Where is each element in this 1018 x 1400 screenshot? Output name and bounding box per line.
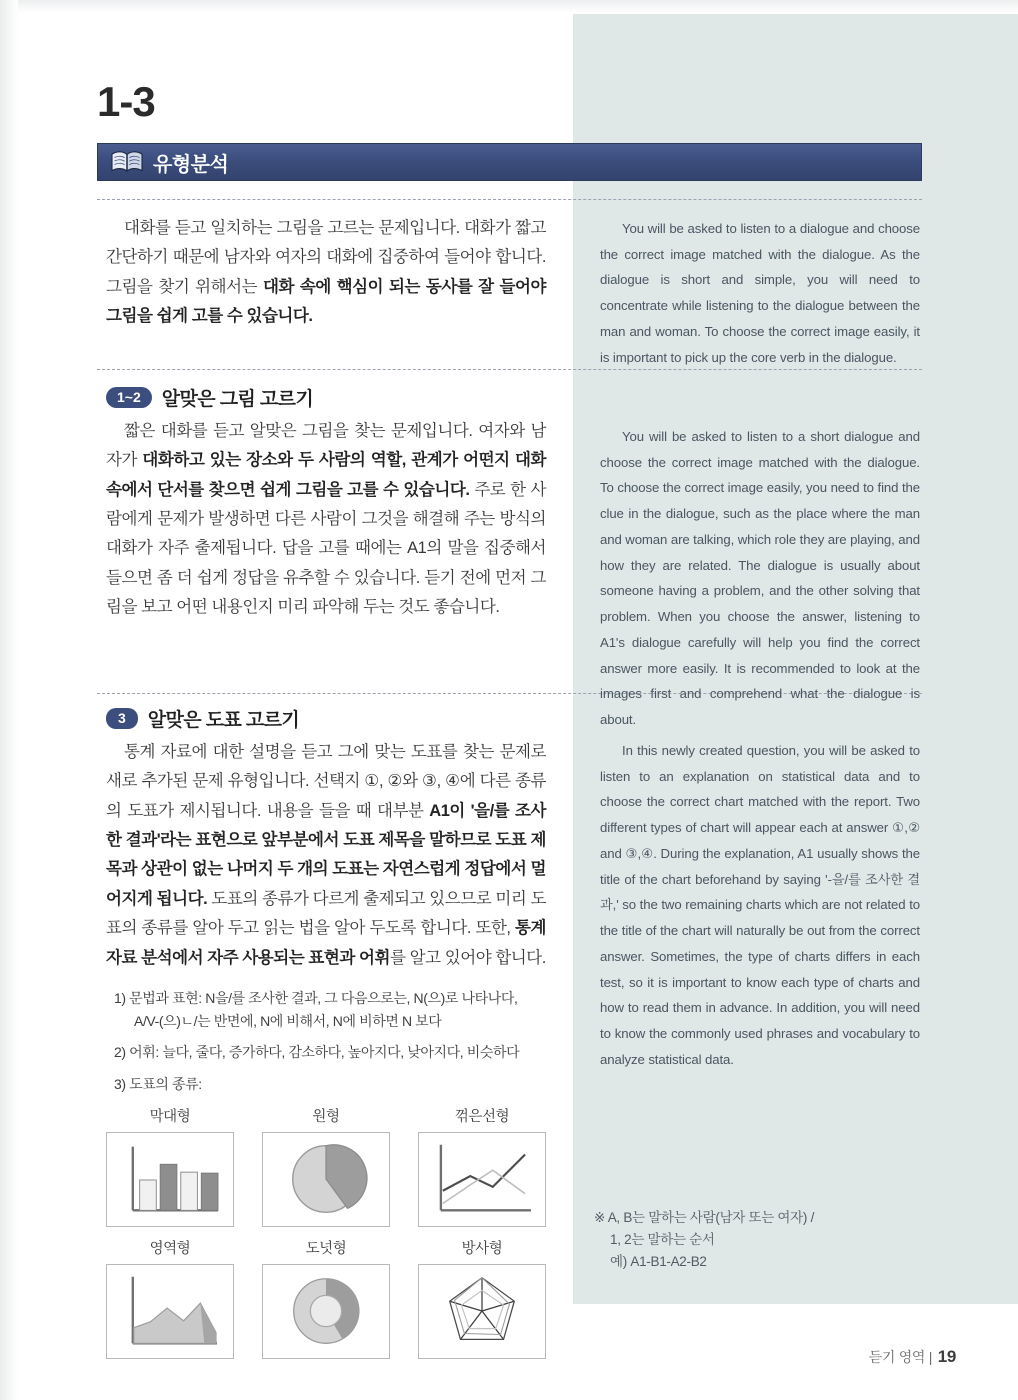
open-book-icon <box>110 150 144 174</box>
section-1-2-badge: 1~2 <box>106 387 152 408</box>
chart-gallery-cell <box>106 1237 234 1359</box>
section-3-korean-bold-a: A1이 '을/를 조사한 결과'라는 표현으로 앞부분에서 도표 제목을 말하므로 도표 제목과 상관이 없는 나머지 두 개의 도표는 자연스럽게 정답에서 멀어지게 됩니다. <box>106 801 546 908</box>
list-item <box>106 1041 546 1064</box>
section-1-2-heading <box>106 384 546 411</box>
donut-chart-icon <box>262 1264 390 1359</box>
chart-type-gallery <box>106 1105 546 1359</box>
list-item-continuation: A/V-(으)ㄴ/는 반면에, N에 비해서, N에 비하면 N 보다 <box>134 1012 442 1029</box>
donut-chart-label: 도넛형 <box>305 1240 347 1257</box>
list-item-marker: 1) <box>114 989 126 1006</box>
intro-english-paragraph: You will be asked to listen to a dialogue and choose the correct image matched with the dialogue. As the dialogue is short and simple, you will need to concentrate while listening to the dialogue between the man and woman. To choose the correct image easily, it is important to pick up the core verb in the dialogue. <box>600 221 920 365</box>
divider-top <box>97 199 922 200</box>
section-3-badge: 3 <box>106 708 138 729</box>
section-3-korean-bold-b: 통계 자료 분석에서 자주 사용되는 표현과 어휘 <box>106 919 546 967</box>
radar-chart-icon <box>418 1264 546 1359</box>
footnote-block <box>594 1207 914 1273</box>
radar-chart-label: 방사형 <box>461 1240 503 1257</box>
section-1-2-korean-b: 주로 한 사람에게 문제가 발생하면 다른 사람이 그것을 해결해 주는 방식의 대화가 자주 출제됩니다. 답을 고를 때에는 A1의 말을 집중해서 들으면 좀 더 쉽게 정답을 유추할 수 있습니다. 듣기 전에 먼저 그림을 보고 어떤 내용인지 미리 파악해 두는 것도 좋습니다. <box>106 480 547 617</box>
pie-chart-icon <box>262 1132 390 1227</box>
section-3-title: 알맞은 도표 고르기 <box>147 710 300 731</box>
list-item-marker: 3) <box>114 1075 126 1092</box>
chapter-number: 1-3 <box>97 78 155 125</box>
chart-gallery-cell <box>106 1105 234 1227</box>
page-footer <box>869 1347 956 1367</box>
intro-korean-block <box>106 214 546 331</box>
section-3-korean-b: 도표의 종류가 다르게 출제되고 있으므로 미리 도표의 종류를 알아 두고 읽는 법을 알아 두도록 합니다. 또한, <box>106 889 546 938</box>
list-item-marker: 2) <box>114 1044 126 1061</box>
section-1-2-english-paragraph: You will be asked to listen to a short dialogue and choose the correct image matched with the dialogue. To choose the correct image easily, you need to find the clue in the dialogue, such as the place where the man and woman are talking, which role they are playing, and how they are related. The dialogue is usually about someone having a problem, and the other solving that problem. When you choose the answer, listening to A1's dialogue carefully will help you find the correct answer more easily. It is recommended to look at the images first and comprehend what the dialogue is about. <box>600 429 920 728</box>
chart-gallery-cell <box>262 1105 390 1227</box>
footnote-line-1: ※ A, B는 말하는 사람(남자 또는 여자) / <box>594 1210 815 1225</box>
section-1-2-korean-a: 짧은 대화를 듣고 알맞은 그림을 찾는 문제입니다. 여자와 남자가 <box>106 422 546 470</box>
section-banner-title: 유형분석 <box>153 153 229 176</box>
footnote-line-3: 예) A1-B1-A2-B2 <box>610 1253 707 1269</box>
footer-section-label: 듣기 영역 <box>868 1349 926 1365</box>
list-item <box>106 1073 546 1096</box>
chart-gallery-cell <box>418 1237 546 1359</box>
area-chart-label: 영역형 <box>149 1240 191 1257</box>
section-3-korean-c: 를 알고 있어야 합니다. <box>389 948 546 967</box>
chart-gallery-cell <box>418 1105 546 1227</box>
chart-gallery-cell <box>262 1237 390 1359</box>
section-1-2-korean-block <box>106 384 546 623</box>
line-chart-label: 꺾은선형 <box>454 1108 510 1125</box>
bar-chart-label: 막대형 <box>149 1108 191 1125</box>
section-3-korean-a: 통계 자료에 대한 설명을 듣고 그에 맞는 도표를 찾는 문제로 새로 추가된 문제 유형입니다. 선택지 ①, ②와 ③, ④에 다른 종류의 도표가 제시됩니다. 내용을 들을 때 대부분 <box>106 743 546 820</box>
list-item-text: 어휘: 늘다, 줄다, 증가하다, 감소하다, 높아지다, 낮아지다, 비슷하다 <box>129 1044 520 1061</box>
section-1-2-title: 알맞은 그림 고르기 <box>161 389 314 410</box>
area-chart-icon <box>106 1264 234 1359</box>
footer-separator: | <box>928 1349 933 1365</box>
section-1-2-english-block <box>600 424 920 733</box>
section-3-english-paragraph: In this newly created question, you will be asked to listen to an explanation on statistical data and to choose the correct chart matched with the report. Two different types of chart will appear each at answer ①,② and ③,④. During the explanation, A1 usually shows the title of the chart beforehand by saying '-을/를 조사한 결과,' so the two remaining charts which are not related to the title of the chart will naturally be out from the correct answer. Sometimes, the type of charts differs in each test, so it is important to know each type of charts and how to read them in advance. In addition, you will need to know the commonly used phrases and vocabulary to analyze statistical data. <box>600 743 920 1067</box>
section-1-2-korean-bold: 대화하고 있는 장소와 두 사람의 역할, 관계가 어떤지 대화 속에서 단서를 찾으면 쉽게 그림을 고를 수 있습니다. <box>106 451 546 499</box>
bar-chart-icon <box>106 1132 234 1227</box>
intro-english-block <box>600 216 920 370</box>
chart-gallery-row <box>106 1105 546 1227</box>
list-item-text: 도표의 종류: <box>129 1075 202 1092</box>
section-3-list <box>106 987 546 1096</box>
section-3-english-block <box>600 738 920 1073</box>
pie-chart-label: 원형 <box>312 1108 340 1125</box>
chart-gallery-row <box>106 1237 546 1359</box>
footnote-line-2: 1, 2는 말하는 순서 <box>610 1231 715 1247</box>
list-item <box>106 987 546 1032</box>
section-1-2-korean-paragraph <box>106 417 546 623</box>
section-3-korean-block <box>106 705 546 1369</box>
line-chart-icon <box>418 1132 546 1227</box>
list-item-text: 문법과 표현: N을/를 조사한 결과, 그 다음으로는, N(으)로 나타나다, <box>129 989 518 1006</box>
section-3-heading <box>106 705 546 732</box>
intro-korean-bold: 대화 속에 핵심이 되는 동사를 잘 들어야 그림을 쉽게 고를 수 있습니다. <box>106 277 546 326</box>
intro-korean-text: 대화를 듣고 일치하는 그림을 고르는 문제입니다. 대화가 짧고 간단하기 때문에 남자와 여자의 대화에 집중하여 들어야 합니다. 그림을 찾기 위해서는 <box>106 219 546 296</box>
footer-page-number: 19 <box>937 1347 956 1366</box>
intro-korean-paragraph <box>106 214 546 331</box>
section-banner <box>97 143 922 181</box>
section-3-korean-paragraph <box>106 738 546 973</box>
